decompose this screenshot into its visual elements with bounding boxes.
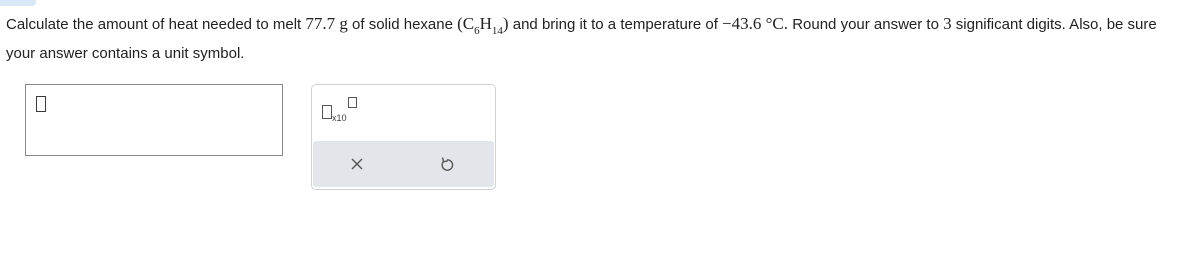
question-part4: Round your answer to — [788, 16, 944, 33]
corner-tab — [0, 0, 36, 6]
question-part3: and bring it to a temperature of — [508, 16, 723, 33]
clear-button[interactable] — [345, 152, 369, 176]
close-icon — [350, 157, 364, 171]
temperature-value: −43.6 °C. — [722, 14, 789, 33]
question-part1: Calculate the amount of heat needed to melt — [6, 16, 306, 33]
formula-open: (C — [457, 14, 475, 33]
formula-close: ) — [502, 14, 509, 33]
action-bar — [313, 141, 494, 187]
formula-c-subscript: 6 — [474, 25, 480, 37]
sci-x10-label: x10 — [332, 113, 347, 123]
mass-value: 77.7 g — [305, 14, 348, 33]
scientific-notation-button[interactable] — [322, 97, 358, 125]
undo-icon — [439, 155, 455, 173]
question-part5: significant digits. Also, be sure your answer contains a unit symbol. — [6, 16, 1157, 62]
sig-figs-value: 3 — [943, 14, 952, 33]
formula-h-subscript: 14 — [491, 25, 503, 37]
sci-exponent-box-icon — [348, 97, 357, 108]
question-part2: of solid hexane — [347, 16, 458, 33]
formula-h: H — [479, 14, 492, 33]
formula — [457, 14, 509, 37]
math-tool-panel — [311, 84, 496, 190]
sci-base-box-icon — [322, 105, 332, 119]
question-text — [6, 10, 1186, 68]
undo-button[interactable] — [435, 152, 459, 176]
input-placeholder-box — [36, 96, 46, 112]
answer-input[interactable] — [25, 84, 283, 156]
